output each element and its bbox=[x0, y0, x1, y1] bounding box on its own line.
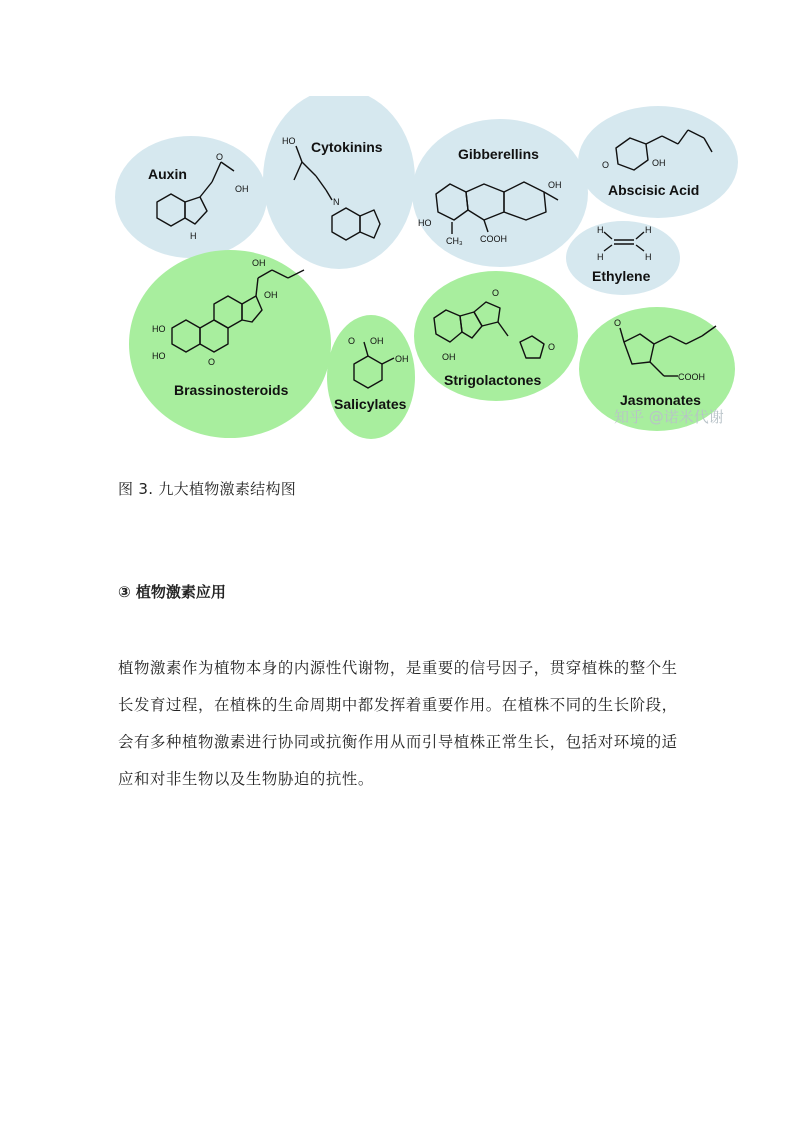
strigolactones-label: Strigolactones bbox=[444, 372, 542, 388]
sal-oh1: OH bbox=[370, 336, 384, 346]
sal-o: O bbox=[348, 336, 356, 346]
figure-caption: 图 3. 九大植物激素结构图 bbox=[118, 480, 297, 498]
auxin-label: Auxin bbox=[148, 166, 187, 182]
auxin-oh: OH bbox=[235, 184, 249, 194]
aba-o: O bbox=[602, 160, 610, 170]
str-o2: O bbox=[548, 342, 556, 352]
ethylene-label: Ethylene bbox=[592, 268, 651, 284]
watermark: 知乎 @诺米代谢 bbox=[614, 408, 724, 426]
aba-oh: OH bbox=[652, 158, 666, 168]
gib-ch3: CH₃ bbox=[446, 236, 463, 246]
gibberellins-label: Gibberellins bbox=[458, 146, 539, 162]
section-heading: ③ 植物激素应用 bbox=[118, 583, 226, 601]
cytokinins-label: Cytokinins bbox=[311, 139, 383, 155]
brassinosteroids-blob bbox=[129, 250, 331, 438]
sal-oh2: OH bbox=[395, 354, 409, 364]
plant-hormone-figure bbox=[112, 96, 740, 446]
cytokinins-blob bbox=[263, 96, 415, 269]
jas-o: O bbox=[614, 318, 622, 328]
abscisic-label: Abscisic Acid bbox=[608, 182, 700, 198]
eth-h3: H bbox=[597, 252, 604, 262]
br-ho2: HO bbox=[152, 351, 166, 361]
brassinosteroids-label: Brassinosteroids bbox=[174, 382, 289, 398]
cytokinins-n: N bbox=[333, 197, 340, 207]
jas-cooh: COOH bbox=[678, 372, 705, 382]
eth-h4: H bbox=[645, 252, 652, 262]
str-oh: OH bbox=[442, 352, 456, 362]
br-o: O bbox=[208, 357, 216, 367]
salicylates-blob bbox=[327, 315, 415, 439]
gib-oh: OH bbox=[548, 180, 562, 190]
eth-h2: H bbox=[645, 225, 652, 235]
br-oh1: OH bbox=[252, 258, 266, 268]
gib-cooh: COOH bbox=[480, 234, 507, 244]
auxin-o: O bbox=[216, 152, 224, 162]
body-paragraph: 植物激素作为植物本身的内源性代谢物，是重要的信号因子，贯穿植株的整个生长发育过程，在植株的生命周期中都发挥着重要作用。在植株不同的生长阶段，会有多种植物激素进行协同或抗衡作用从而引导植株正常生长，包括对环境的适应和对非生物以及生物胁迫的抗性。 bbox=[118, 659, 678, 788]
br-oh2: OH bbox=[264, 290, 278, 300]
str-o1: O bbox=[492, 288, 500, 298]
salicylates-label: Salicylates bbox=[334, 396, 407, 412]
gib-ho: HO bbox=[418, 218, 432, 228]
cytokinins-ho: HO bbox=[282, 136, 296, 146]
auxin-nh: H bbox=[190, 231, 197, 241]
eth-h1: H bbox=[597, 225, 604, 235]
jasmonates-label: Jasmonates bbox=[620, 392, 701, 408]
br-ho1: HO bbox=[152, 324, 166, 334]
